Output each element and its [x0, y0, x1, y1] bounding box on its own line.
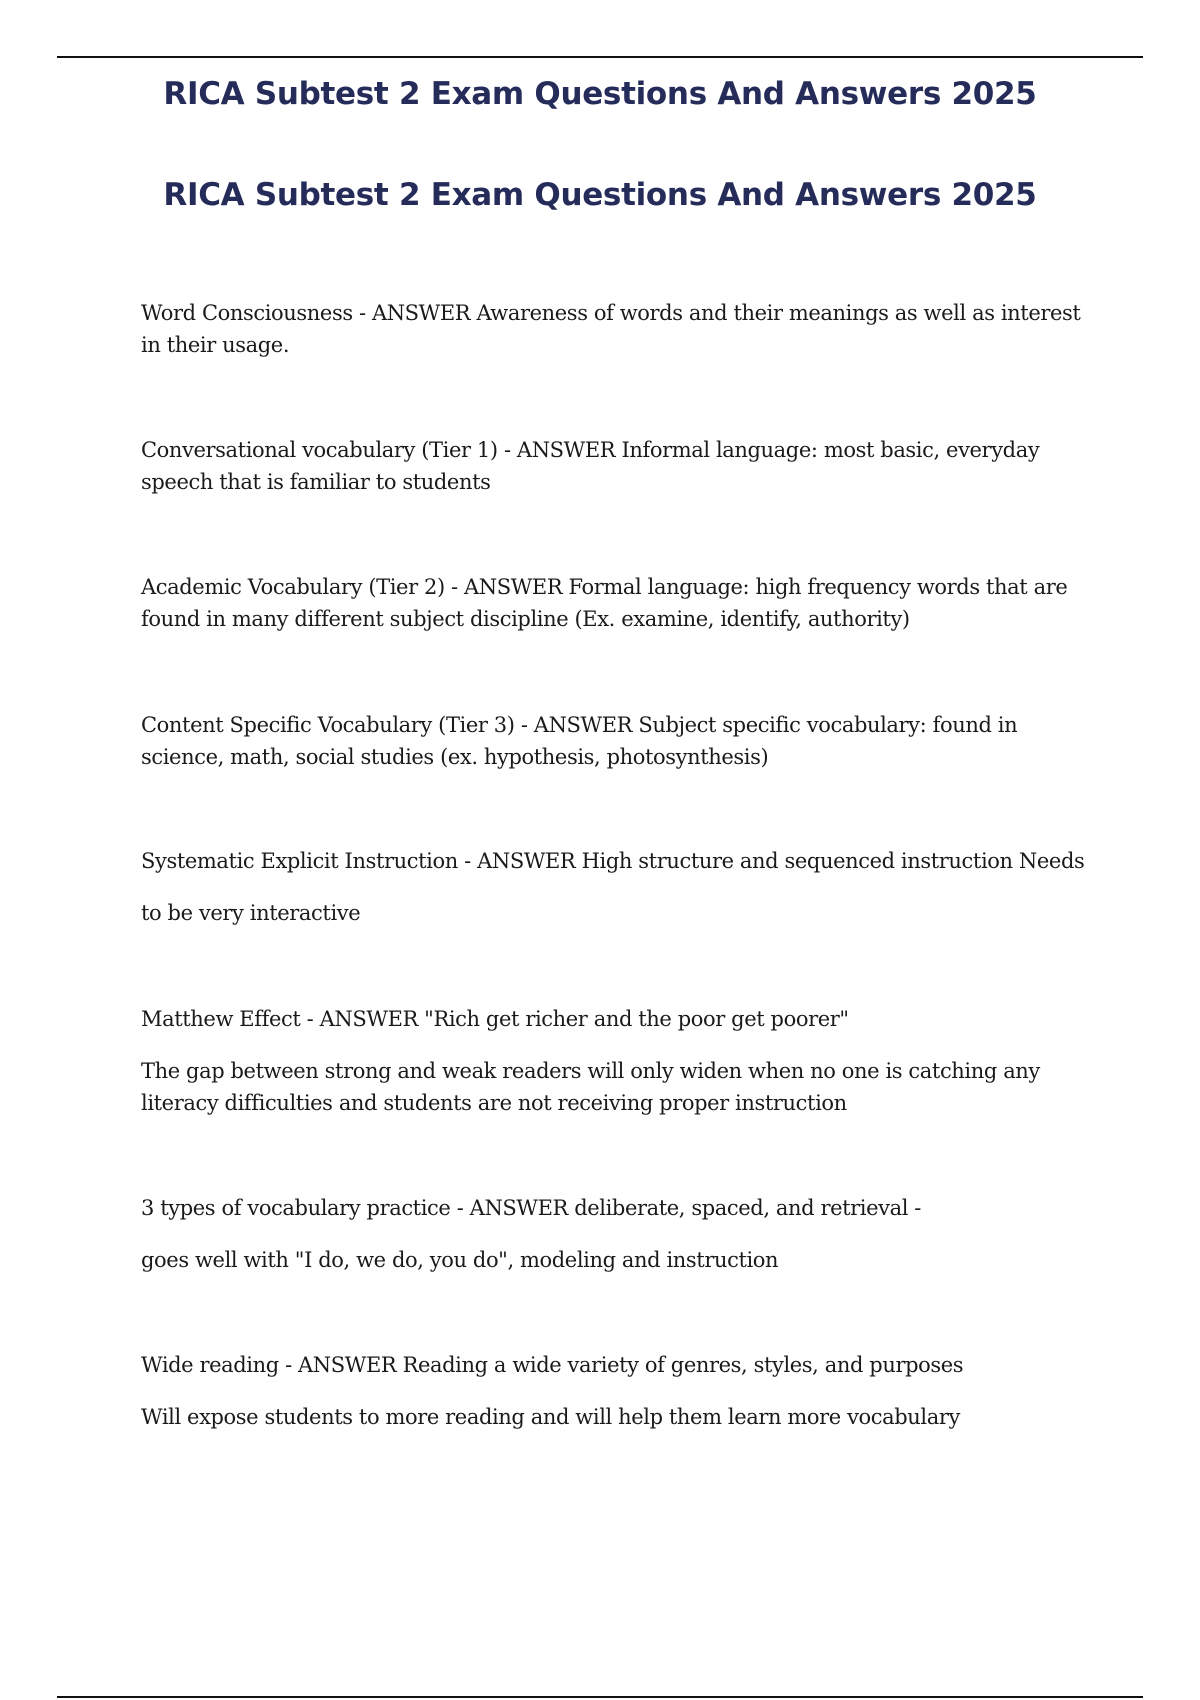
qa-text: Conversational vocabulary (Tier 1) - ANSWER Informal language: most basic, everyday speech that is familiar to students: [141, 438, 1040, 494]
qa-entry-word-consciousness: [141, 297, 1091, 361]
qa-text: Matthew Effect - ANSWER "Rich get richer and the poor get poorer": [141, 1007, 849, 1031]
top-rule: [57, 56, 1143, 58]
qa-text: Content Specific Vocabulary (Tier 3) - ANSWER Subject specific vocabulary: found in science, math, social studies (ex. hypothesis, photosynthesis): [141, 713, 1018, 769]
qa-text: Systematic Explicit Instruction - ANSWER High structure and sequenced instruction Needs: [141, 849, 1085, 873]
qa-text-continued: Will expose students to more reading and will help them learn more vocabulary: [141, 1405, 960, 1429]
bottom-rule: [57, 1696, 1143, 1698]
qa-entry-systematic-explicit-instruction: [141, 845, 1091, 929]
qa-text: Wide reading - ANSWER Reading a wide variety of genres, styles, and purposes: [141, 1353, 964, 1377]
qa-text-continued: to be very interactive: [141, 901, 361, 925]
qa-entry-matthew-effect: [141, 1003, 1091, 1119]
qa-text-continued: goes well with "I do, we do, you do", modeling and instruction: [141, 1248, 779, 1272]
qa-entry-wide-reading: [141, 1349, 1091, 1433]
qa-text: Word Consciousness - ANSWER Awareness of words and their meanings as well as interest in their usage.: [141, 301, 1081, 357]
qa-text-continued: The gap between strong and weak readers will only widen when no one is catching any literacy difficulties and students are not receiving proper instruction: [141, 1059, 1040, 1115]
qa-entry-academic-vocabulary: [141, 571, 1091, 635]
qa-text: 3 types of vocabulary practice - ANSWER deliberate, spaced, and retrieval -: [141, 1196, 921, 1220]
qa-text: Academic Vocabulary (Tier 2) - ANSWER Formal language: high frequency words that are found in many different subject discipline (Ex. examine, identify, authority): [141, 575, 1068, 631]
document-title: RICA Subtest 2 Exam Questions And Answers 2025: [163, 76, 1037, 112]
qa-entry-content-specific-vocabulary: [141, 709, 1091, 773]
document-subtitle: RICA Subtest 2 Exam Questions And Answers 2025: [163, 177, 1037, 213]
qa-entry-vocabulary-practice: [141, 1192, 1091, 1276]
qa-entry-conversational-vocabulary: [141, 434, 1091, 498]
